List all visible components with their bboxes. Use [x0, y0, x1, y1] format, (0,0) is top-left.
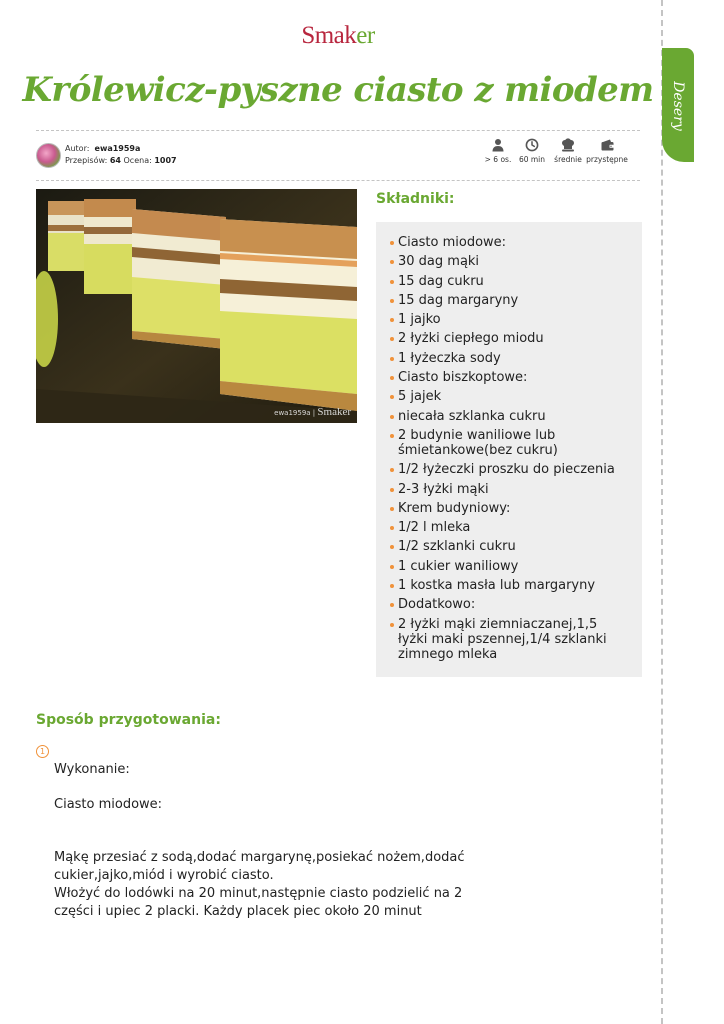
- watermark-brand: Smaker: [317, 406, 351, 418]
- ingredient-item: 1/2 l mleka: [389, 520, 629, 535]
- divider-bottom: [36, 180, 640, 181]
- wallet-icon: [600, 138, 615, 152]
- recipe-photo: [36, 189, 357, 423]
- recipes-label: Przepisów:: [65, 156, 108, 165]
- rating-label: Ocena:: [123, 156, 152, 165]
- ingredient-item: 1 kostka masła lub margaryny: [389, 578, 629, 593]
- category-tab[interactable]: [662, 48, 694, 162]
- author-label: Autor:: [65, 144, 90, 153]
- step-paragraph-1: Mąkę przesiać z sodą,dodać margarynę,posiekać nożem,dodać cukier,jajko,miód i wyrobić ciasto.: [54, 850, 465, 883]
- step-line-honey-dough: Ciasto miodowe:: [54, 797, 163, 812]
- ingredient-item: 2 łyżki ciepłego miodu: [389, 331, 629, 346]
- divider-top: [36, 130, 640, 131]
- preparation-heading: Sposób przygotowania:: [36, 712, 221, 728]
- recipe-title: Królewicz-pyszne ciasto z miodem: [22, 70, 654, 110]
- ingredient-item: 2-3 łyżki mąki: [389, 482, 629, 497]
- cut-line: [661, 0, 663, 1024]
- step-line-execution: Wykonanie:: [54, 762, 130, 777]
- ingredient-item: Ciasto biszkoptowe:: [389, 370, 629, 385]
- author-info: [65, 143, 177, 167]
- ingredient-item: niecała szklanka cukru: [389, 409, 629, 424]
- step-paragraph-2: Włożyć do lodówki na 20 minut,następnie ciasto podzielić na 2 części i upiec 2 placki. Każdy placek piec około 20 minut: [54, 886, 463, 919]
- meta-cost: [577, 138, 637, 164]
- meta-difficulty-text: średnie: [554, 155, 582, 164]
- meta-servings-text: > 6 os.: [484, 155, 512, 164]
- recipes-count: 64: [109, 156, 121, 165]
- cake-image: [36, 189, 357, 423]
- clock-icon: [525, 138, 539, 152]
- author-name[interactable]: ewa1959a: [94, 144, 141, 153]
- ingredient-item: 1 jajko: [389, 312, 629, 327]
- ingredient-item: 30 dag mąki: [389, 254, 629, 269]
- ingredient-item: 1/2 łyżeczki proszku do pieczenia: [389, 462, 629, 477]
- ingredient-item: 1/2 szklanki cukru: [389, 539, 629, 554]
- brand-logo-main: Smak: [301, 22, 357, 49]
- ingredient-item: 5 jajek: [389, 389, 629, 404]
- watermark-user: ewa1959a: [274, 409, 311, 417]
- chef-hat-icon: [560, 138, 576, 152]
- meta-time-text: 60 min: [518, 155, 546, 164]
- category-tab-label: Desery: [670, 81, 686, 131]
- meta-cost-text: przystępne: [586, 155, 628, 164]
- ingredient-item: 1 cukier waniliowy: [389, 559, 629, 574]
- ingredient-item: Dodatkowo:: [389, 597, 629, 612]
- photo-watermark: ewa1959a | Smaker: [274, 406, 351, 418]
- ingredient-item: 1 łyżeczka sody: [389, 351, 629, 366]
- ingredient-item: Ciasto miodowe:: [389, 235, 629, 250]
- step-number-badge: 1: [36, 745, 49, 758]
- brand-logo[interactable]: [0, 22, 676, 50]
- ingredient-item: 2 łyżki mąki ziemniaczanej,1,5 łyżki maki pszennej,1/4 szklanki zimnego mleka: [389, 617, 629, 662]
- ingredients-list: [389, 235, 629, 666]
- brand-logo-accent: er: [356, 22, 375, 49]
- ingredient-item: Krem budyniowy:: [389, 501, 629, 516]
- ingredient-item: 15 dag margaryny: [389, 293, 629, 308]
- ingredients-box: [376, 222, 642, 677]
- ingredients-heading: Składniki:: [376, 191, 455, 207]
- author-avatar[interactable]: [36, 143, 61, 168]
- ingredient-item: 15 dag cukru: [389, 274, 629, 289]
- ingredient-item: 2 budynie waniliowe lub śmietankowe(bez cukru): [389, 428, 629, 458]
- rating-value: 1007: [154, 156, 177, 165]
